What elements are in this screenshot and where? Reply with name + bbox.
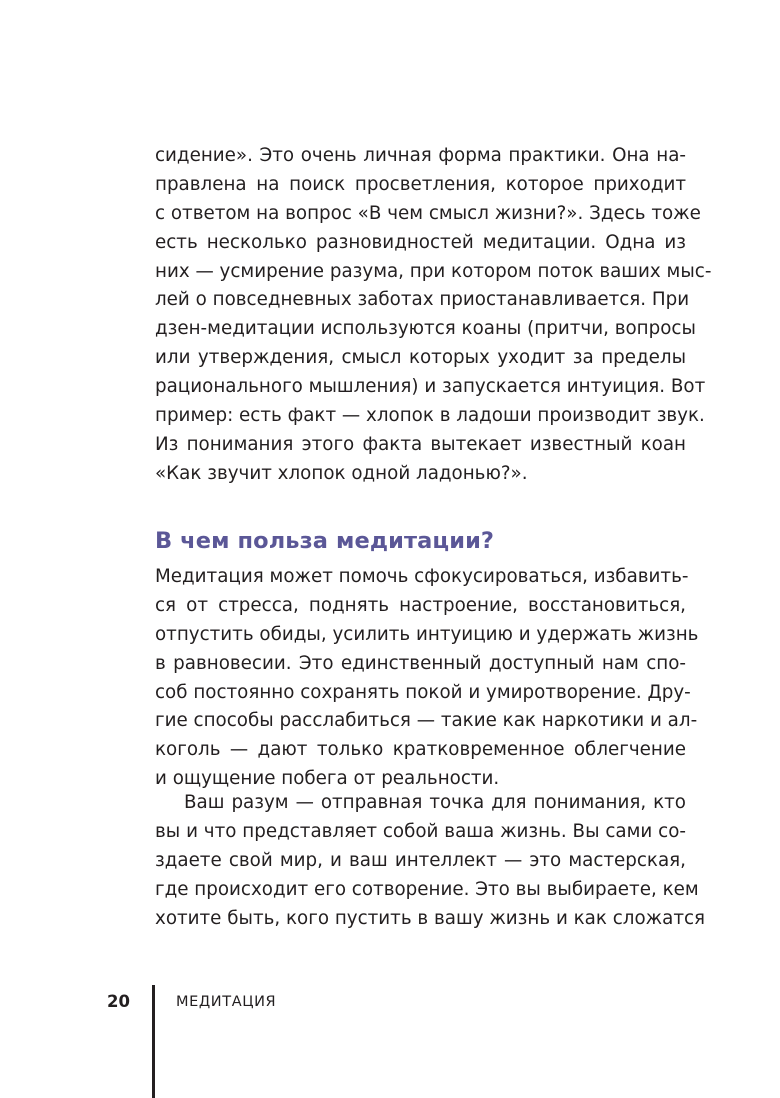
text-line: или утверждения, смысл которых уходит за пределы xyxy=(155,347,686,369)
text-line: лей о повседневных заботах приостанавливается. При xyxy=(155,289,690,311)
text-line: ся от стресса, поднять настроение, восстановиться, xyxy=(155,594,686,616)
text-line: гие способы расслабиться — такие как наркотики и ал- xyxy=(155,710,698,732)
text-line: коголь — дают только кратковременное облегчение xyxy=(155,739,686,761)
text-line: них — усмирение разума, при котором поток ваших мыс- xyxy=(155,260,712,282)
text-line: хотите быть, кого пустить в вашу жизнь и как сложатся xyxy=(155,907,706,929)
running-title: МЕДИТАЦИЯ xyxy=(176,994,277,1010)
text-line: и ощущение побега от реальности. xyxy=(155,768,500,790)
text-line: есть несколько разновидностей медитации. Одна из xyxy=(155,231,686,253)
text-line: пример: есть факт — хлопок в ладоши производит звук. xyxy=(155,405,705,427)
text-line: соб постоянно сохранять покой и умиротворение. Дру- xyxy=(155,681,691,703)
paragraph-continued xyxy=(155,142,712,489)
text-line: Ваш разум — отправная точка для понимания, кто xyxy=(184,792,686,813)
text-line: где происходит его сотворение. Это вы выбираете, кем xyxy=(155,878,699,900)
text-line: Из понимания этого факта вытекает известный коан xyxy=(155,433,686,455)
text-line: Медитация может помочь сфокусироваться, избавить- xyxy=(155,566,689,587)
text-line: «Как звучит хлопок одной ладонью?». xyxy=(155,462,528,484)
text-line: в равновесии. Это единственный доступный нам спо- xyxy=(155,652,686,674)
paragraph-benefits xyxy=(155,563,699,794)
footer-divider xyxy=(152,985,155,1098)
section-heading: В чем польза медитации? xyxy=(155,528,495,554)
text-line: вы и что представляет собой ваша жизнь. Вы сами со- xyxy=(155,820,686,842)
text-line: сидение». Это очень личная форма практики. Она на- xyxy=(155,145,686,166)
page-number: 20 xyxy=(107,992,130,1011)
text-line: отпустить обиды, усилить интуицию и удержать жизнь xyxy=(155,623,699,645)
text-line: правлена на поиск просветления, которое приходит xyxy=(155,173,686,195)
text-line: здаете свой мир, и ваш интеллект — это мастерская, xyxy=(155,849,686,871)
text-line: рационального мышления) и запускается интуиция. Вот xyxy=(155,376,706,398)
text-line: с ответом на вопрос «В чем смысл жизни?». Здесь тоже xyxy=(155,202,701,224)
text-line: дзен-медитации используются коаны (притчи, вопросы xyxy=(155,318,696,340)
paragraph-mind xyxy=(155,789,706,933)
